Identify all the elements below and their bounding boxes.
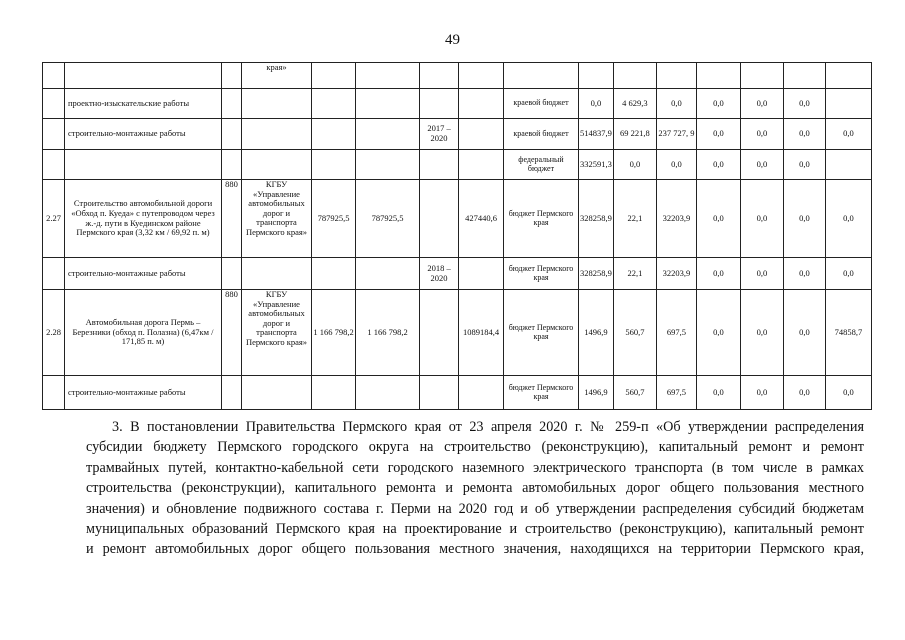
row-number: 2.28 bbox=[43, 290, 65, 376]
org-cell: края» bbox=[242, 63, 312, 89]
cost2-cell bbox=[356, 89, 420, 119]
num-cell bbox=[43, 119, 65, 150]
code-cell bbox=[222, 63, 242, 89]
period-cell: 2018 – 2020 bbox=[420, 258, 459, 290]
source-cell: федеральный бюджет bbox=[504, 150, 579, 180]
name-cell bbox=[65, 63, 222, 89]
before-cell: 427440,6 bbox=[459, 180, 504, 258]
paragraph-line: 3. В постановлении Правительства Пермского края от 23 апреля 2020 г. № 259-п «Об утверждении распределения bbox=[112, 419, 864, 435]
code-cell bbox=[222, 89, 242, 119]
source-cell: краевой бюджет bbox=[504, 89, 579, 119]
cost-cell bbox=[312, 89, 356, 119]
amount-cell: 560,7 bbox=[613, 290, 656, 376]
org-cell: КГБУ «Управление автомобильных дорог и транспорта Пермского края» bbox=[242, 290, 312, 376]
empty-cell bbox=[356, 150, 420, 180]
empty-cell bbox=[613, 63, 656, 89]
empty-cell bbox=[222, 150, 242, 180]
before-cell bbox=[459, 119, 504, 150]
source-cell: бюджет Пермского края bbox=[504, 376, 579, 410]
paragraph-line: строительства (реконструкции), капитального ремонта и ремонта автомобильных дорог общего пользования местного bbox=[86, 480, 864, 497]
amount-cell: 0,0 bbox=[613, 150, 656, 180]
before-cell bbox=[459, 89, 504, 119]
code-cell: 880 bbox=[222, 290, 242, 376]
amount-cell: 32203,9 bbox=[656, 258, 696, 290]
code-cell bbox=[222, 258, 242, 290]
cost2-cell bbox=[356, 258, 420, 290]
amount-cell: 74858,7 bbox=[825, 290, 871, 376]
table-row bbox=[43, 290, 872, 376]
cost2-cell bbox=[356, 376, 420, 410]
code-cell bbox=[222, 119, 242, 150]
table-row bbox=[43, 63, 872, 89]
empty-cell bbox=[656, 63, 696, 89]
work-type-cell: строительно-монтажные работы bbox=[65, 119, 222, 150]
amount-cell: 1496,9 bbox=[579, 376, 614, 410]
empty-cell bbox=[783, 63, 825, 89]
cost-cell: 787925,5 bbox=[312, 180, 356, 258]
amount-cell: 0,0 bbox=[825, 180, 871, 258]
amount-cell: 0,0 bbox=[696, 119, 740, 150]
period-cell bbox=[420, 290, 459, 376]
period-cell: 2017 – 2020 bbox=[420, 119, 459, 150]
cost-cell bbox=[312, 258, 356, 290]
num-cell bbox=[43, 63, 65, 89]
amount-cell: 0,0 bbox=[783, 258, 825, 290]
amount-cell bbox=[825, 150, 871, 180]
amount-cell: 4 629,3 bbox=[613, 89, 656, 119]
amount-cell: 0,0 bbox=[696, 258, 740, 290]
amount-cell: 560,7 bbox=[613, 376, 656, 410]
source-cell: бюджет Пермского края bbox=[504, 258, 579, 290]
empty-cell bbox=[312, 63, 356, 89]
empty-cell bbox=[825, 63, 871, 89]
amount-cell: 0,0 bbox=[696, 89, 740, 119]
paragraph-line: значения) и обновление подвижного состава г. Перми на 2020 год и об утверждении распределения субсидий бюджетам bbox=[86, 500, 864, 517]
amount-cell: 0,0 bbox=[825, 119, 871, 150]
org-cell bbox=[242, 89, 312, 119]
work-type-cell: строительно-монтажные работы bbox=[65, 376, 222, 410]
amount-cell: 0,0 bbox=[740, 180, 783, 258]
amount-cell: 237 727, 9 bbox=[656, 119, 696, 150]
empty-cell bbox=[740, 63, 783, 89]
source-cell: бюджет Пермского края bbox=[504, 290, 579, 376]
amount-cell bbox=[825, 89, 871, 119]
object-name-cell: Автомобильная дорога Пермь – Березники (обход п. Полазна) (6,47км / 171,85 п. м) bbox=[65, 290, 222, 376]
work-type-cell: строительно-монтажные работы bbox=[65, 258, 222, 290]
period-cell bbox=[420, 89, 459, 119]
amount-cell: 328258,9 bbox=[579, 180, 614, 258]
amount-cell: 328258,9 bbox=[579, 258, 614, 290]
table-row bbox=[43, 258, 872, 290]
empty-cell bbox=[65, 150, 222, 180]
code-cell: 880 bbox=[222, 180, 242, 258]
amount-cell: 0,0 bbox=[825, 258, 871, 290]
num-cell bbox=[43, 258, 65, 290]
empty-cell bbox=[459, 63, 504, 89]
amount-cell: 514837,9 bbox=[579, 119, 614, 150]
cost2-cell: 787925,5 bbox=[356, 180, 420, 258]
org-cell: КГБУ «Управление автомобильных дорог и транспорта Пермского края» bbox=[242, 180, 312, 258]
table-row bbox=[43, 119, 872, 150]
amount-cell: 0,0 bbox=[783, 89, 825, 119]
cost2-cell bbox=[356, 119, 420, 150]
before-cell bbox=[459, 258, 504, 290]
amount-cell: 0,0 bbox=[825, 376, 871, 410]
page-number: 49 bbox=[445, 32, 460, 48]
object-name-cell: Строительство автомобильной дороги «Обход п. Куеда» с путепроводом через ж.-д. пути в Куединском районе Пермского края (3,32 км / 69,92 п. м) bbox=[65, 180, 222, 258]
amount-cell: 0,0 bbox=[740, 290, 783, 376]
table-row bbox=[43, 180, 872, 258]
table-row bbox=[43, 376, 872, 410]
empty-cell bbox=[242, 150, 312, 180]
amount-cell: 22,1 bbox=[613, 258, 656, 290]
amount-cell: 0,0 bbox=[740, 150, 783, 180]
empty-cell bbox=[696, 63, 740, 89]
amount-cell: 0,0 bbox=[579, 89, 614, 119]
body-paragraph bbox=[86, 417, 864, 560]
empty-cell bbox=[356, 63, 420, 89]
paragraph-line: и ремонт автомобильных дорог общего пользования местного значения, находящихся на территории Пермского края, bbox=[86, 541, 864, 558]
empty-cell bbox=[312, 150, 356, 180]
table-row bbox=[43, 89, 872, 119]
period-cell bbox=[420, 180, 459, 258]
amount-cell: 332591,3 bbox=[579, 150, 614, 180]
amount-cell: 0,0 bbox=[696, 376, 740, 410]
budget-table bbox=[42, 62, 872, 410]
amount-cell: 0,0 bbox=[740, 119, 783, 150]
amount-cell: 0,0 bbox=[740, 89, 783, 119]
amount-cell: 0,0 bbox=[656, 89, 696, 119]
row-number: 2.27 bbox=[43, 180, 65, 258]
amount-cell: 22,1 bbox=[613, 180, 656, 258]
before-cell: 1089184,4 bbox=[459, 290, 504, 376]
empty-cell bbox=[43, 150, 65, 180]
amount-cell: 0,0 bbox=[783, 119, 825, 150]
cost-cell bbox=[312, 376, 356, 410]
table-row bbox=[43, 150, 872, 180]
amount-cell: 697,5 bbox=[656, 290, 696, 376]
empty-cell bbox=[420, 63, 459, 89]
empty-cell bbox=[579, 63, 614, 89]
cost2-cell: 1 166 798,2 bbox=[356, 290, 420, 376]
paragraph-line: субсидии бюджету Пермского городского округа на строительство (реконструкцию), капитальный ремонт и ремонт bbox=[86, 439, 864, 456]
source-cell: бюджет Пермского края bbox=[504, 180, 579, 258]
amount-cell: 1496,9 bbox=[579, 290, 614, 376]
paragraph-line: муниципальных образований Пермского края на проектирование и строительство (реконструкцию), капитальный ремонт bbox=[86, 521, 864, 538]
amount-cell: 32203,9 bbox=[656, 180, 696, 258]
num-cell bbox=[43, 89, 65, 119]
num-cell bbox=[43, 376, 65, 410]
cost-cell: 1 166 798,2 bbox=[312, 290, 356, 376]
amount-cell: 0,0 bbox=[783, 180, 825, 258]
code-cell bbox=[222, 376, 242, 410]
amount-cell: 0,0 bbox=[740, 258, 783, 290]
amount-cell: 0,0 bbox=[696, 290, 740, 376]
amount-cell: 69 221,8 bbox=[613, 119, 656, 150]
work-type-cell: проектно-изыскательские работы bbox=[65, 89, 222, 119]
amount-cell: 0,0 bbox=[696, 180, 740, 258]
amount-cell: 0,0 bbox=[783, 290, 825, 376]
amount-cell: 0,0 bbox=[740, 376, 783, 410]
empty-cell bbox=[504, 63, 579, 89]
source-cell: краевой бюджет bbox=[504, 119, 579, 150]
amount-cell: 0,0 bbox=[783, 150, 825, 180]
amount-cell: 0,0 bbox=[783, 376, 825, 410]
org-cell bbox=[242, 376, 312, 410]
before-cell bbox=[459, 376, 504, 410]
org-cell bbox=[242, 258, 312, 290]
period-cell bbox=[420, 376, 459, 410]
org-cell bbox=[242, 119, 312, 150]
empty-cell bbox=[459, 150, 504, 180]
amount-cell: 697,5 bbox=[656, 376, 696, 410]
cost-cell bbox=[312, 119, 356, 150]
empty-cell bbox=[420, 150, 459, 180]
paragraph-line: трамвайных путей, контактно-кабельной сети городского наземного электрического транспорта (в том числе в рамках bbox=[86, 459, 864, 476]
amount-cell: 0,0 bbox=[656, 150, 696, 180]
amount-cell: 0,0 bbox=[696, 150, 740, 180]
